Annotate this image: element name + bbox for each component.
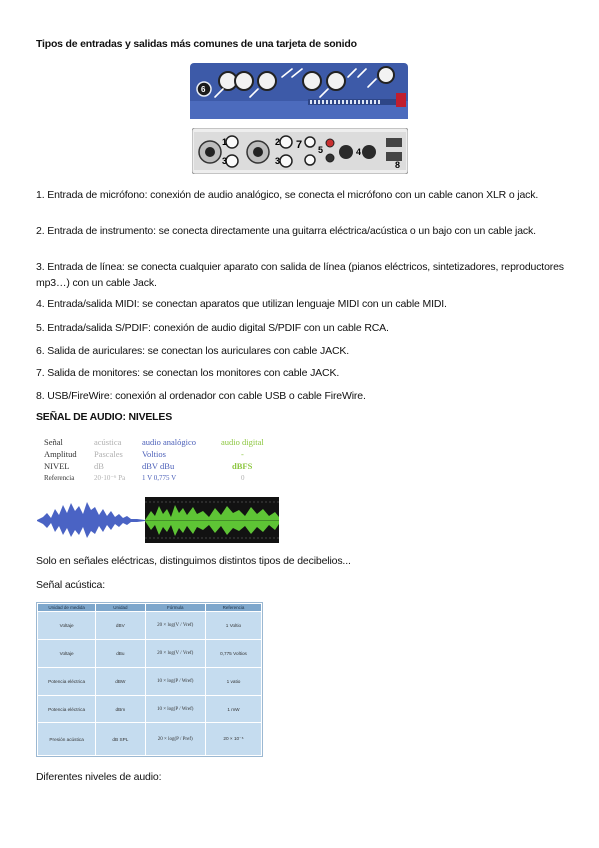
table-cell: 1 vatio: [205, 667, 261, 695]
interface-label-6: 6: [201, 85, 206, 94]
table-cell: Voltaje: [38, 639, 96, 667]
decibel-units-table: [36, 602, 263, 757]
table-cell: Voltaje: [38, 612, 96, 640]
table-cell: 1 mW: [205, 695, 261, 723]
list-item-3: 3. Entrada de línea: se conecta cualquier aparato con salida de línea (pianos eléctricos, sintetizadores, reproductores mp3…) con un cable Jack.: [36, 261, 564, 289]
table-row: [38, 723, 262, 756]
table-header-cell: Unidad: [96, 604, 145, 612]
list-item-4: 4. Entrada/salida MIDI: se conectan aparatos que utilizan lenguaje MIDI con un cable MIDI.: [36, 298, 447, 310]
list-item-1: 1. Entrada de micrófono: conexión de audio analógico, se conecta el micrófono con un cable canon XLR o jack.: [36, 189, 539, 201]
table-header-cell: Unidad de medida: [38, 604, 96, 612]
table-row: [38, 612, 262, 640]
audio-interface-back-image: [192, 128, 408, 174]
list-item-7: 7. Salida de monitores: se conectan los monitores con cable JACK.: [36, 367, 340, 379]
waveform-image: [37, 497, 279, 543]
table-cell: 20 × log(V / Vref): [145, 612, 205, 640]
table-cell: 10 × log(P / Wref): [145, 695, 205, 723]
table-row: [38, 695, 262, 723]
table-cell: 20 × log(P / Pref): [145, 723, 205, 756]
table-cell: 20 × log(V / Vref): [145, 639, 205, 667]
table-cell: dBu: [96, 639, 145, 667]
interface-label-3b: 3: [275, 156, 281, 166]
table-cell: Presión acústica: [38, 723, 96, 756]
interface-label-1: 1: [222, 137, 228, 147]
signal-levels-table: Señal acústica audio analógico audio digital Amplitud Pascales Voltios - NIVEL dB dBV dBu dBFS Referencia 20·10⁻⁶ Pa 1 V 0,775 V 0: [44, 437, 264, 482]
paragraph-decibels: Solo en señales eléctricas, distinguimos distintos tipos de decibelios...: [36, 555, 351, 567]
audio-interface-front-image: [190, 63, 408, 119]
document-title: Tipos de entradas y salidas más comunes de una tarjeta de sonido: [36, 38, 357, 50]
list-item-6: 6. Salida de auriculares: se conectan los auriculares con cable JACK.: [36, 345, 349, 357]
table-row: [38, 667, 262, 695]
table-cell: dBm: [96, 695, 145, 723]
table-cell: dB SPL: [96, 723, 145, 756]
table-cell: dBV: [96, 612, 145, 640]
table-cell: 0,775 Voltios: [205, 639, 261, 667]
table-cell: Potencia eléctrica: [38, 667, 96, 695]
paragraph-audio-levels: Diferentes niveles de audio:: [36, 771, 162, 783]
table-cell: dBW: [96, 667, 145, 695]
table-cell: 20 × 10⁻⁶: [205, 723, 261, 756]
interface-label-2: 2: [275, 137, 281, 147]
table-header-cell: Referencia: [205, 604, 261, 612]
paragraph-acoustic-signal: Señal acústica:: [36, 579, 105, 591]
list-item-5: 5. Entrada/salida S/PDIF: conexión de audio digital S/PDIF con un cable RCA.: [36, 322, 389, 334]
table-header-row: [38, 604, 262, 612]
interface-label-4: 4: [356, 147, 362, 157]
interface-label-8: 8: [395, 160, 401, 170]
table-cell: Potencia eléctrica: [38, 695, 96, 723]
interface-label-3a: 3: [222, 156, 228, 166]
table-cell: 1 Voltio: [205, 612, 261, 640]
table-cell: 10 × log(P / Wref): [145, 667, 205, 695]
list-item-2: 2. Entrada de instrumento: se conecta directamente una guitarra eléctrica/acústica o un bajo con un cable jack.: [36, 225, 536, 237]
section-heading: SEÑAL DE AUDIO: NIVELES: [36, 411, 173, 423]
list-item-8: 8. USB/FireWire: conexión al ordenador con cable USB o cable FireWire.: [36, 390, 366, 402]
table-header-cell: Fórmula: [145, 604, 205, 612]
interface-label-5: 5: [318, 145, 324, 155]
interface-label-7: 7: [296, 139, 303, 151]
table-row: [38, 639, 262, 667]
